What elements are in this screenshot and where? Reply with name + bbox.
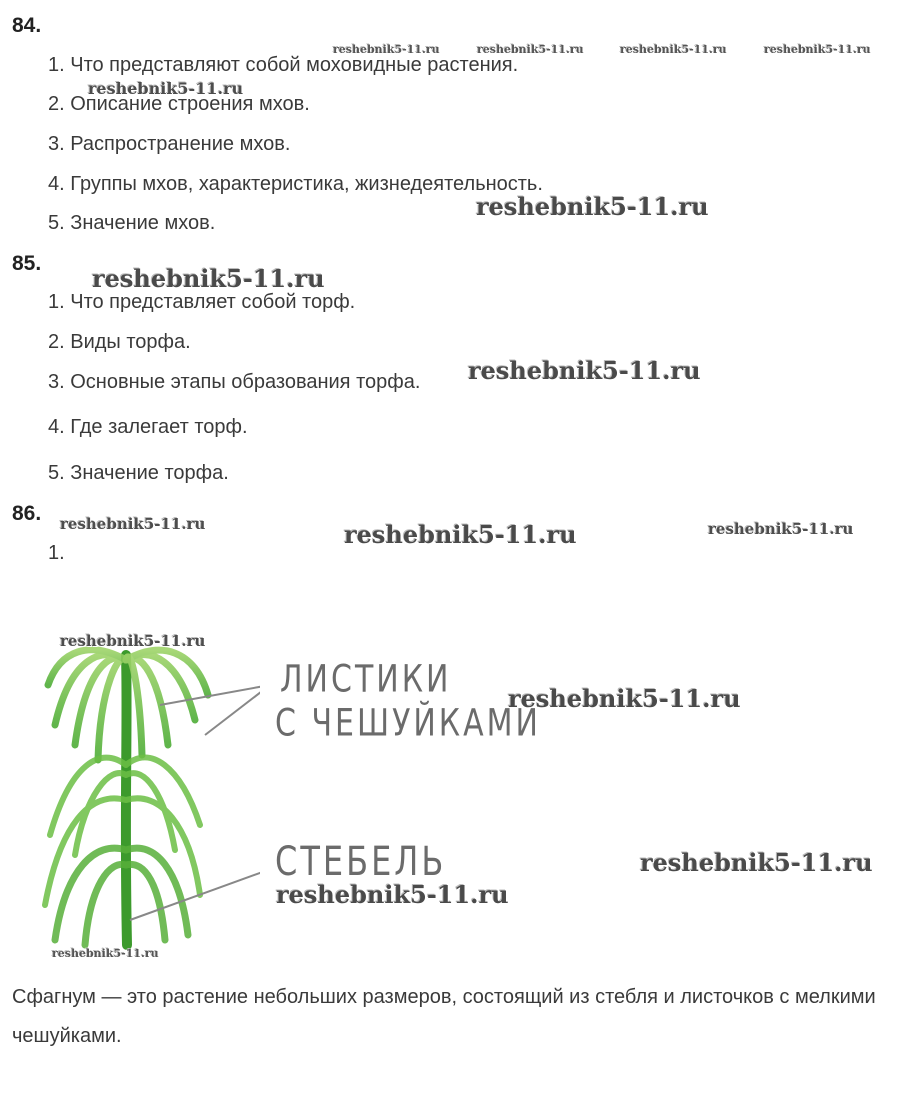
task-number-86: 86.	[12, 502, 42, 525]
watermark: reshebnik5-11.ru	[508, 684, 741, 713]
list-item: 2. Описание строения мхов.	[48, 93, 310, 115]
watermark: reshebnik5-11.ru	[468, 356, 701, 385]
label-leaves: ЛИСТИКИ	[280, 657, 452, 702]
watermark: reshebnik5-11.ru	[476, 192, 709, 221]
watermark: reshebnik5-11.ru	[640, 848, 873, 877]
label-leaves-scales: С ЧЕШУЙКАМИ	[275, 701, 541, 746]
list-item: 1. Что представляет собой торф.	[48, 291, 356, 313]
watermark: reshebnik5-11.ru	[52, 947, 159, 960]
watermark: reshebnik5-11.ru	[620, 43, 727, 56]
list-item: 5. Значение торфа.	[48, 462, 229, 484]
task-number-84: 84.	[12, 14, 42, 37]
answer-text: Сфагнум — это растение небольших размеров, состоящий из стебля и листочков с мелкими чешуйками.	[12, 986, 876, 1047]
list-item: 3. Основные этапы образования торфа.	[48, 371, 421, 393]
watermark: reshebnik5-11.ru	[477, 43, 584, 56]
watermark: reshebnik5-11.ru	[708, 520, 854, 538]
watermark: reshebnik5-11.ru	[88, 79, 244, 98]
watermark: reshebnik5-11.ru	[92, 264, 325, 293]
list-item: 1.	[48, 542, 65, 564]
list-item: 2. Виды торфа.	[48, 331, 191, 353]
watermark: reshebnik5-11.ru	[60, 632, 206, 650]
task-number-85: 85.	[12, 252, 42, 275]
watermark: reshebnik5-11.ru	[276, 880, 509, 909]
list-item: 1. Что представляют собой моховидные растения.	[48, 54, 519, 76]
watermark: reshebnik5-11.ru	[344, 520, 577, 549]
list-item: 3. Распространение мхов.	[48, 133, 291, 155]
list-item: 5. Значение мхов.	[48, 212, 216, 234]
list-item: 4. Группы мхов, характеристика, жизнедеятельность.	[48, 173, 543, 195]
list-item: 4. Где залегает торф.	[48, 416, 248, 438]
watermark: reshebnik5-11.ru	[333, 43, 440, 56]
watermark: reshebnik5-11.ru	[764, 43, 871, 56]
label-stem: СТЕБЕЛЬ	[275, 837, 447, 885]
watermark: reshebnik5-11.ru	[60, 515, 206, 533]
sphagnum-moss-illustration	[30, 625, 260, 950]
